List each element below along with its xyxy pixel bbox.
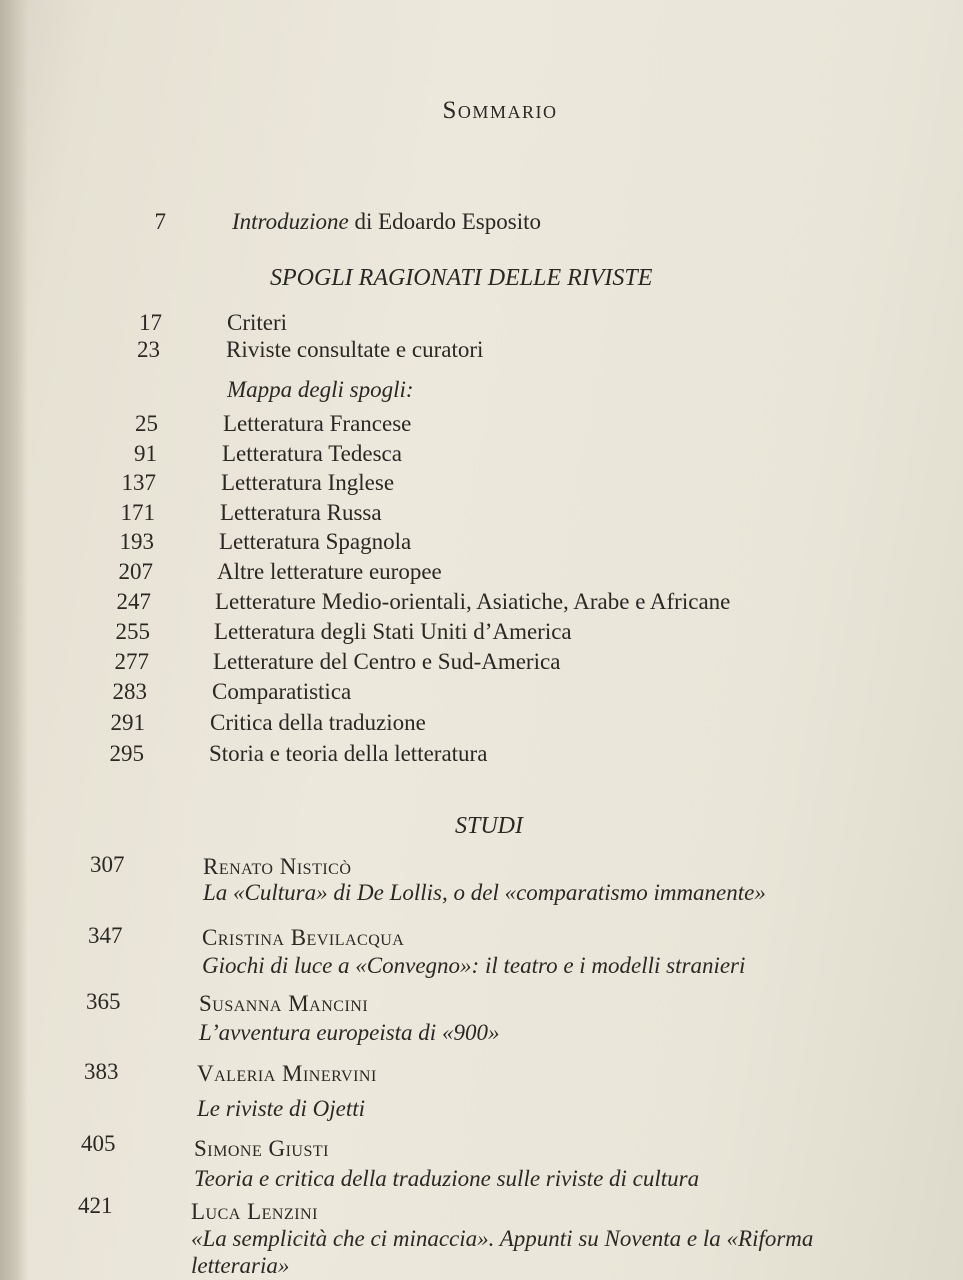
study-author: Renato Nisticò <box>203 854 352 879</box>
toc-page-number: 137 <box>121 470 156 495</box>
study-title: La «Cultura» di De Lollis, o del «comparatismo immanente» <box>203 880 766 905</box>
toc-entry-introduction <box>232 208 541 236</box>
toc-page-number: 17 <box>139 310 162 335</box>
section-heading-spogli: SPOGLI RAGIONATI DELLE RIVISTE <box>270 265 653 291</box>
toc-page-number: 91 <box>134 441 157 466</box>
toc-page-number: 283 <box>112 679 147 704</box>
study-author: Simone Giusti <box>194 1136 329 1161</box>
study-title: Teoria e critica della traduzione sulle riviste di cultura <box>194 1166 700 1191</box>
toc-entry-label: Comparatistica <box>212 679 352 704</box>
toc-entry-label: Letteratura Tedesca <box>222 441 402 466</box>
toc-entry-label: Letterature del Centro e Sud-America <box>213 649 561 674</box>
study-title: Giochi di luce a «Convegno»: il teatro e i modelli stranieri <box>202 953 746 978</box>
study-author: Susanna Mancini <box>199 991 369 1016</box>
study-title-continuation: letteraria» <box>191 1253 290 1278</box>
study-author: Luca Lenzini <box>191 1199 318 1224</box>
toc-page-number: 23 <box>137 337 160 362</box>
study-author: Valeria Minervini <box>197 1061 377 1086</box>
study-title: «La semplicità che ci minaccia». Appunti su Noventa e la «Riforma <box>191 1226 814 1251</box>
toc-page-number: 421 <box>78 1193 113 1218</box>
study-author: Cristina Bevilacqua <box>202 925 405 950</box>
toc-page-number: 383 <box>84 1059 119 1084</box>
toc-page-number: 247 <box>116 589 151 614</box>
toc-entry-label: Altre letterature europee <box>217 559 442 584</box>
toc-entry-label: Letteratura degli Stati Uniti d’America <box>214 619 572 644</box>
study-title: Le riviste di Ojetti <box>197 1096 366 1121</box>
toc-page-number: 277 <box>114 649 149 674</box>
toc-page-number: 171 <box>120 500 155 525</box>
toc-page-number: 347 <box>88 923 123 948</box>
toc-entry-label: Introduzione <box>232 209 349 234</box>
toc-entry-label: Letteratura Russa <box>220 500 382 525</box>
toc-page-number: 291 <box>110 710 145 735</box>
page-gutter-shadow <box>0 0 28 1280</box>
toc-page-number: 365 <box>86 989 121 1014</box>
toc-page-number: 295 <box>109 741 144 766</box>
toc-entry-label: Letteratura Francese <box>223 411 412 436</box>
toc-entry-label: Storia e teoria della letteratura <box>209 741 488 766</box>
toc-page-number: 207 <box>118 559 153 584</box>
toc-entry-suffix: di Edoardo Esposito <box>348 209 541 234</box>
toc-page-number: 405 <box>81 1131 116 1156</box>
section-heading-studi: STUDI <box>455 813 524 839</box>
toc-page-number: 255 <box>115 619 150 644</box>
toc-entry-label: Riviste consultate e curatori <box>226 337 484 362</box>
toc-page-number: 193 <box>119 529 154 554</box>
study-title: L’avventura europeista di «900» <box>199 1020 500 1045</box>
subsection-heading-mappa: Mappa degli spogli: <box>227 377 414 402</box>
toc-entry-label: Letterature Medio-orientali, Asiatiche, Arabe e Africane <box>215 589 731 614</box>
toc-entry-label: Criteri <box>227 310 288 335</box>
toc-page-number: 7 <box>154 209 166 234</box>
toc-entry-label: Letteratura Inglese <box>221 470 395 495</box>
toc-entry-label: Critica della traduzione <box>210 710 426 735</box>
toc-entry-label: Letteratura Spagnola <box>219 529 412 554</box>
toc-page-number: 25 <box>135 411 158 436</box>
toc-page-number: 307 <box>90 852 125 877</box>
page-title: Sommario <box>442 97 558 124</box>
